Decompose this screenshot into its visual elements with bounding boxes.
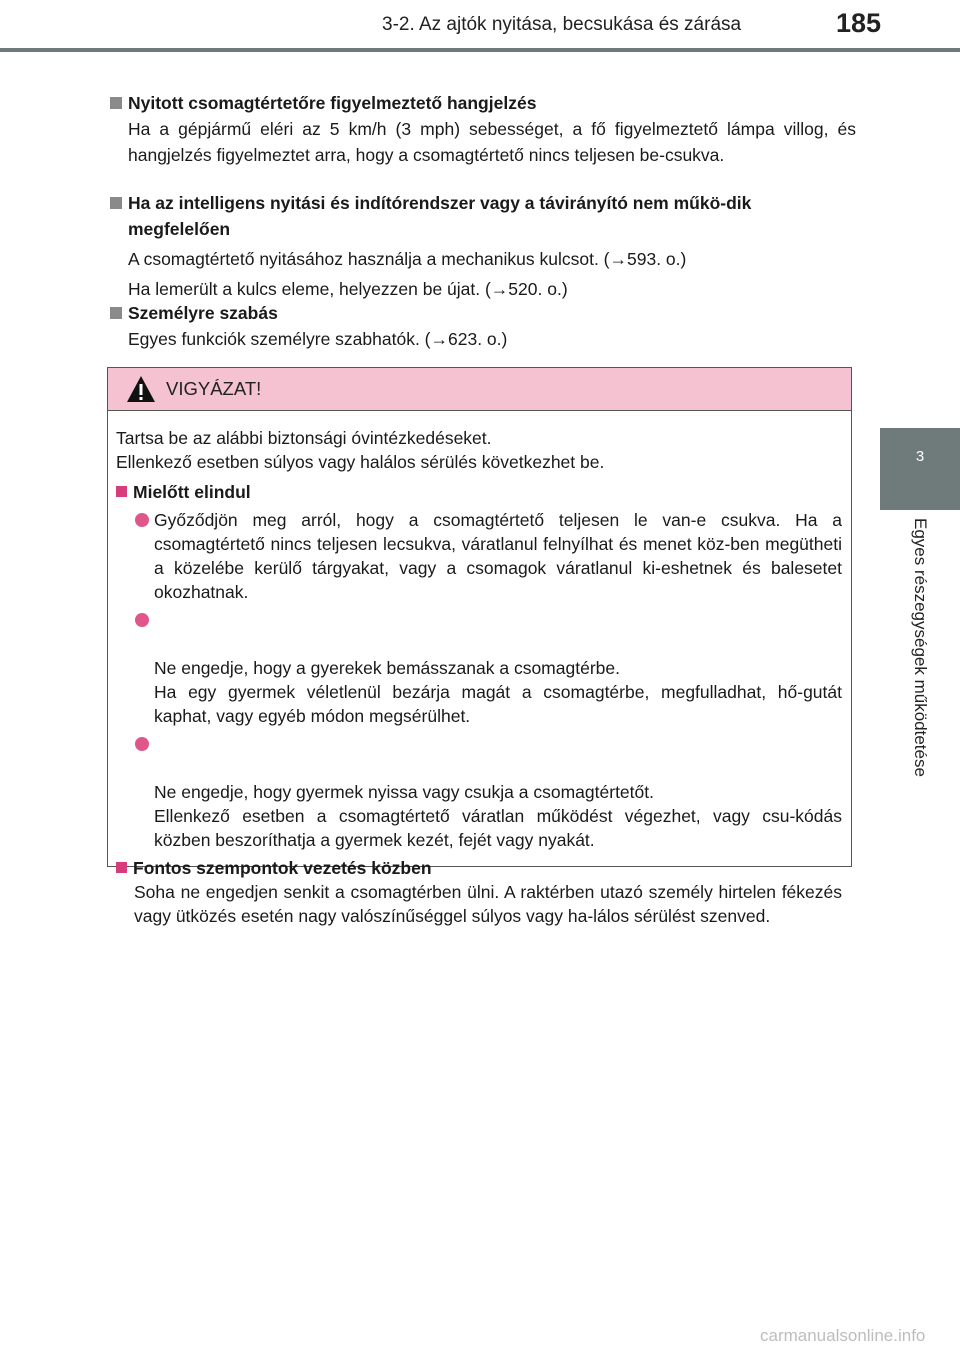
circle-bullet-icon (135, 737, 149, 751)
caution-intro: Tartsa be az alábbi biztonsági óvintézkedéseket. (116, 428, 492, 448)
caution-subsection-body: Soha ne engedjen senkit a csomagtérben ülni. A raktérben utazó személy hirtelen fékezés vagy ütközés esetén nagy valószínűséggel súlyos vagy ha-lálos sérülést szenved. (134, 882, 842, 926)
section-title (108, 90, 856, 116)
section-body (108, 326, 856, 352)
caution-bullet-text: Ne engedje, hogy gyermek nyissa vagy csukja a csomagtértetőt. Ellenkező esetben a csomagtértető váratlan működést végezhet, vagy csu-kódás közben beszoríthatja a gyermek kezét, fejét vagy nyakát. (154, 782, 842, 850)
caution-title: VIGYÁZAT! (166, 378, 262, 399)
circle-bullet-icon (135, 613, 149, 627)
page-number: 185 (836, 8, 882, 38)
caution-content (116, 426, 842, 928)
caution-bullet-text: Győződjön meg arról, hogy a csomagtértető teljesen le van-e csukva. Ha a csomagtértető nincs teljesen lecsukva, váratlanul felnyílhat és menet köz-ben megütheti a közelébe kerülő tárgyakat, vagy a csomagok váratlanul ki-eshetnek és balesetet okozhatnak. (154, 510, 842, 602)
paragraph: A csomagtértető nyitásához használja a mechanikus kulcsot. (→593. o.) (128, 249, 687, 269)
section-title (108, 300, 856, 326)
section-title-text: Ha az intelligens nyitási és indítórendszer vagy a távirányító nem műkö-dik megfelelően (128, 193, 752, 239)
caution-subsection-title-text: Fontos szempontok vezetés közben (133, 858, 432, 878)
caution-subsection-title (116, 856, 842, 880)
section-body (108, 246, 856, 302)
square-bullet-icon (116, 862, 127, 873)
side-tab-label (880, 514, 960, 928)
paragraph: Ha a gépjármű eléri az 5 km/h (3 mph) sebességet, a fő figyelmeztető lámpa villog, és hangjelzés figyelmeztet arra, hogy a csomagtértető nincs teljesen be-csukva. (128, 119, 856, 165)
section-trunk-warning (108, 90, 856, 172)
section-body (108, 116, 856, 168)
square-bullet-icon (110, 197, 122, 209)
section-key-malfunction (108, 190, 856, 306)
square-bullet-icon (110, 307, 122, 319)
paragraph: Egyes funkciók személyre szabhatók. (→623. o.) (128, 329, 508, 349)
watermark: carmanualsonline.info (760, 1326, 926, 1345)
caution-box (107, 367, 852, 926)
square-bullet-icon (116, 486, 127, 497)
section-title-text: Személyre szabás (128, 303, 278, 323)
side-tab-number: 3 (880, 428, 960, 510)
section-title-text: Nyitott csomagtértetőre figyelmeztető hangjelzés (128, 93, 537, 113)
paragraph: Ha lemerült a kulcs eleme, helyezzen be újat. (→520. o.) (128, 279, 568, 299)
caution-bullet (116, 732, 842, 852)
circle-bullet-icon (135, 513, 149, 527)
section-title (108, 190, 856, 242)
side-tab-label-text: Egyes részegységek működtetése (911, 518, 930, 777)
warning-triangle-icon (126, 375, 156, 403)
chapter-title: 3-2. Az ajtók nyitása, becsukása és zárása (382, 14, 742, 35)
header-rule (0, 48, 960, 52)
section-customization (108, 300, 856, 356)
caution-subsection-title-text: Mielőtt elindul (133, 482, 251, 502)
caution-bullet (116, 608, 842, 728)
caution-bullet (116, 508, 842, 604)
caution-bullet-text: Ne engedje, hogy a gyerekek bemásszanak a csomagtérbe. Ha egy gyermek véletlenül bezárja magát a csomagtérbe, megfulladhat, hő-gutát kaphat, vagy egyéb módon megsérülhet. (154, 658, 842, 726)
caution-intro: Ellenkező esetben súlyos vagy halálos sérülés következhet be. (116, 452, 605, 472)
caution-header (108, 368, 851, 411)
square-bullet-icon (110, 97, 122, 109)
caution-subsection-title (116, 480, 842, 504)
